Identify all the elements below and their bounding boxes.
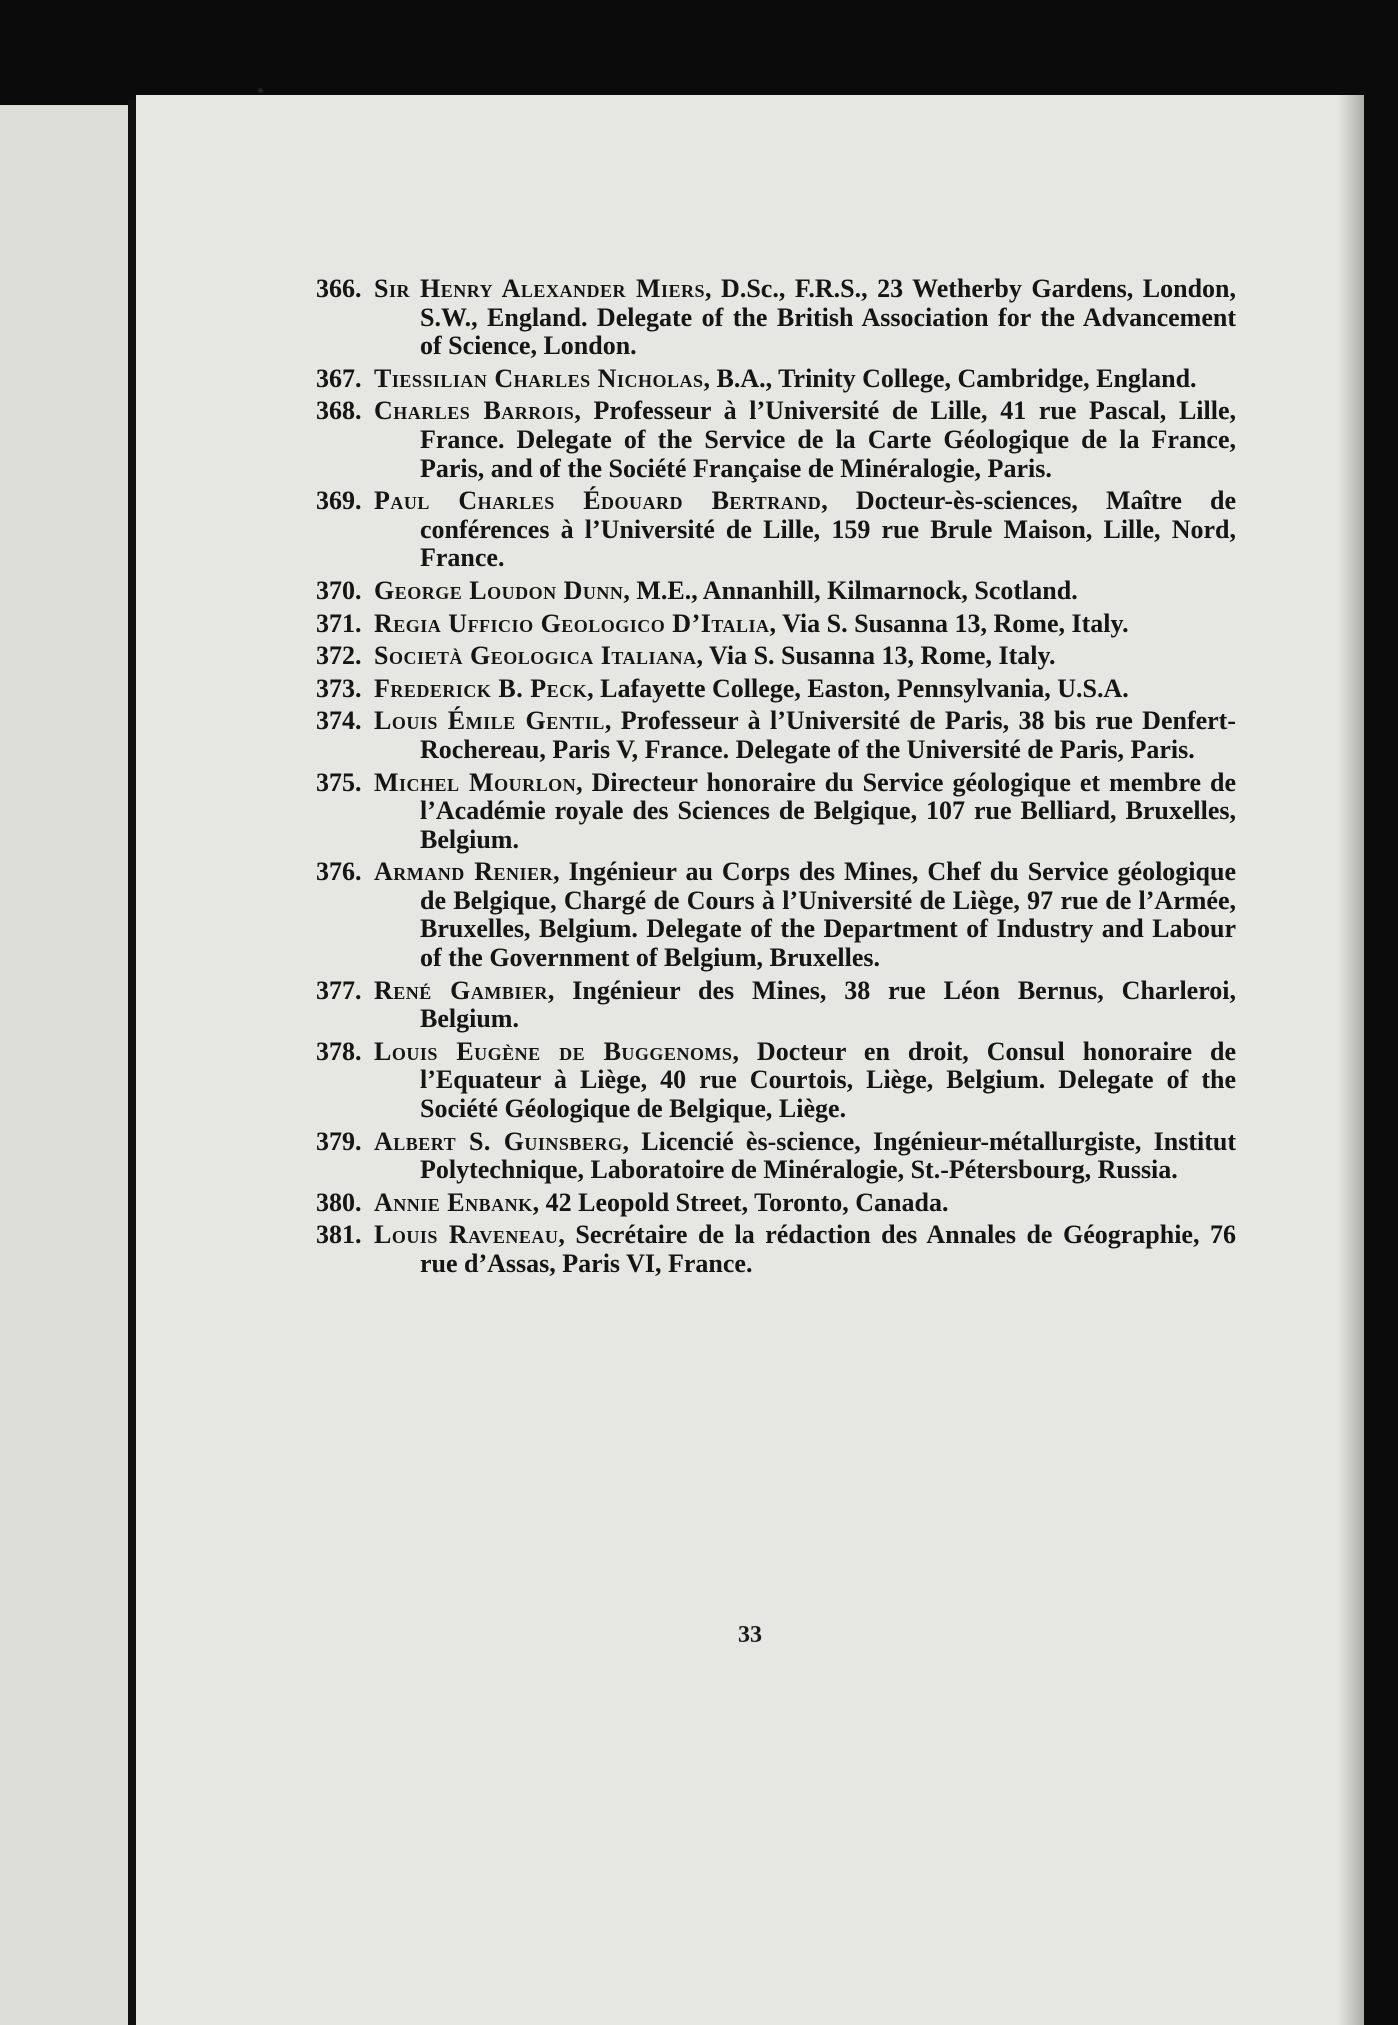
entry-number: 372. bbox=[316, 641, 362, 671]
entry-number: 368. bbox=[316, 396, 362, 426]
page-gutter bbox=[128, 100, 136, 2025]
entry-details: , Licencié ès-science, Ingénieur-métallurgiste, Institut Polytechnique, Laboratoire de Minéralogie, St.-Pétersbourg, Russia. bbox=[420, 1126, 1237, 1185]
entry-details: , Via S. Susanna 13, Rome, Italy. bbox=[769, 608, 1129, 638]
entry-details: , D.Sc., F.R.S., 23 Wetherby Gardens, London, S.W., England. Delegate of the British Association for the Advancement of Science, London. bbox=[420, 274, 1236, 361]
list-entry bbox=[316, 275, 1236, 361]
list-entry bbox=[316, 977, 1236, 1034]
entry-number: 379. bbox=[316, 1126, 362, 1156]
entry-name: Regia Ufficio Geologico D’Italia bbox=[374, 608, 770, 638]
entry-number: 376. bbox=[316, 857, 362, 887]
list-entry bbox=[316, 365, 1236, 394]
entry-details: , Docteur-ès-sciences, Maître de conférences à l’Université de Lille, 159 rue Brule Maison, Lille, Nord, France. bbox=[420, 486, 1236, 573]
entry-name: Paul Charles Édouard Bertrand bbox=[374, 486, 822, 516]
document-page bbox=[136, 95, 1364, 2025]
entry-name: Frederick B. Peck bbox=[374, 673, 588, 703]
entry-number: 373. bbox=[316, 673, 362, 703]
entry-name: Sir Henry Alexander Miers bbox=[374, 274, 706, 303]
page-number: 33 bbox=[738, 1622, 762, 1648]
list-entry bbox=[316, 1128, 1236, 1185]
entry-name: Società Geologica Italiana bbox=[374, 641, 697, 671]
list-entry bbox=[316, 1189, 1236, 1218]
entry-details: , Via S. Susanna 13, Rome, Italy. bbox=[696, 641, 1056, 671]
entry-name: Armand Renier bbox=[374, 857, 554, 887]
entry-number: 374. bbox=[316, 706, 362, 736]
entry-name: George Loudon Dunn bbox=[374, 575, 624, 605]
entry-details: , 42 Leopold Street, Toronto, Canada. bbox=[532, 1187, 949, 1217]
member-list bbox=[316, 275, 1236, 1283]
entry-details: , B.A., Trinity College, Cambridge, England. bbox=[703, 363, 1197, 393]
entry-name: Michel Mourlon bbox=[374, 767, 577, 797]
entry-details: , Docteur en droit, Consul honoraire de l’Equateur à Liège, 40 rue Courtois, Liège, Belgium. Delegate of the Société Géologique de Belgique, Liège. bbox=[420, 1036, 1236, 1124]
entry-number: 378. bbox=[316, 1036, 362, 1066]
entry-number: 377. bbox=[316, 975, 362, 1005]
list-entry bbox=[316, 1221, 1236, 1278]
entry-name: Albert S. Guinsberg bbox=[374, 1126, 623, 1156]
entry-number: 369. bbox=[316, 486, 362, 516]
entry-details: , Professeur à l’Université de Lille, 41 rue Pascal, Lille, France. Delegate of the Service de la Carte Géologique de la France, Paris, and of the Société Française de Minéralogie, Paris. bbox=[420, 396, 1237, 483]
entry-number: 371. bbox=[316, 608, 362, 638]
entry-number: 366. bbox=[316, 274, 362, 303]
entry-number: 367. bbox=[316, 363, 362, 393]
list-entry bbox=[316, 707, 1236, 764]
list-entry bbox=[316, 769, 1236, 855]
entry-number: 381. bbox=[316, 1220, 362, 1250]
entry-name: Tiessilian Charles Nicholas bbox=[374, 363, 704, 393]
entry-details: , Ingénieur des Mines, 38 rue Léon Bernus, Charleroi, Belgium. bbox=[420, 975, 1236, 1034]
entry-name: Annie Enbank bbox=[374, 1187, 533, 1217]
entry-details: , M.E., Annanhill, Kilmarnock, Scotland. bbox=[623, 575, 1078, 605]
entry-number: 370. bbox=[316, 575, 362, 605]
entry-details: , Secrétaire de la rédaction des Annales de Géographie, 76 rue d’Assas, Paris VI, France. bbox=[420, 1220, 1236, 1278]
entry-details: , Ingénieur au Corps des Mines, Chef du Service géologique de Belgique, Chargé de Cours à l’Université de Liège, 97 rue de l’Armée, Bruxelles, Belgium. Delegate of the Department of Industry and Labour of the Government of Belgium, Bruxelles. bbox=[420, 857, 1236, 973]
list-entry bbox=[316, 487, 1236, 573]
list-entry bbox=[316, 397, 1236, 483]
entry-name: Charles Barrois bbox=[374, 396, 575, 426]
list-entry bbox=[316, 577, 1236, 606]
list-entry bbox=[316, 1038, 1236, 1124]
scan-speck bbox=[258, 88, 263, 93]
entry-name: Louis Eugène de Buggenoms bbox=[374, 1036, 733, 1066]
entry-number: 380. bbox=[316, 1187, 362, 1217]
list-entry bbox=[316, 858, 1236, 972]
entry-name: René Gambier bbox=[374, 975, 548, 1005]
entry-details: , Directeur honoraire du Service géologique et membre de l’Académie royale des Sciences de Belgique, 107 rue Belliard, Bruxelles, Belgium. bbox=[420, 767, 1236, 854]
entry-details: , Professeur à l’Université de Paris, 38 bis rue Denfert-Rochereau, Paris V, France. Delegate of the Université de Paris, Paris. bbox=[420, 706, 1237, 764]
entry-name: Louis Raveneau bbox=[374, 1220, 559, 1250]
entry-details: , Lafayette College, Easton, Pennsylvania, U.S.A. bbox=[587, 673, 1129, 703]
list-entry bbox=[316, 642, 1236, 671]
entry-name: Louis Émile Gentil bbox=[374, 706, 605, 736]
list-entry bbox=[316, 675, 1236, 704]
facing-page-edge bbox=[0, 105, 130, 2025]
entry-number: 375. bbox=[316, 767, 362, 797]
list-entry bbox=[316, 610, 1236, 639]
